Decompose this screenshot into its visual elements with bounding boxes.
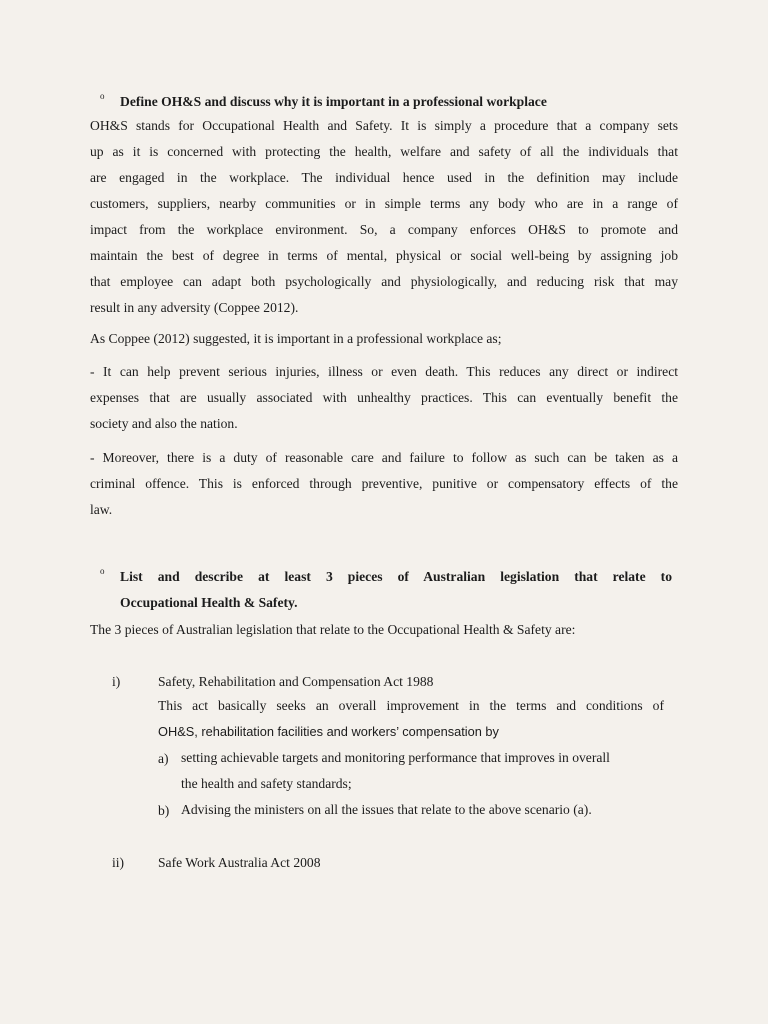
- sub-item-label: b): [158, 803, 170, 818]
- paragraph-line: criminal offence. This is enforced through preventive, punitive or compensatory effects of the: [90, 476, 678, 491]
- paragraph-line: OH&S stands for Occupational Health and Safety. It is simply a procedure that a company sets: [90, 118, 678, 133]
- sub-item-text: [181, 797, 663, 823]
- paragraph-line: society and also the nation.: [90, 416, 238, 431]
- act-description-line: OH&S, rehabilitation facilities and workers’ compensation by: [158, 724, 499, 739]
- paragraph-line: maintain the best of degree in terms of mental, physical or social well-being by assigning job: [90, 248, 678, 263]
- definition-paragraph: [90, 113, 678, 321]
- importance-intro-text: As Coppee (2012) suggested, it is important in a professional workplace as;: [90, 331, 502, 346]
- question-heading-2-line2: Occupational Health & Safety.: [120, 595, 298, 610]
- act-title: Safety, Rehabilitation and Compensation Act 1988: [158, 674, 434, 689]
- bullet-marker: o: [100, 566, 105, 576]
- act-description-line: This act basically seeks an overall improvement in the terms and conditions of: [158, 698, 664, 713]
- legislation-intro-text: The 3 pieces of Australian legislation that relate to the Occupational Health & Safety are:: [90, 622, 576, 637]
- paragraph-line: law.: [90, 502, 113, 517]
- act-numeral: ii): [112, 855, 125, 870]
- sub-item-line: setting achievable targets and monitoring performance that improves in overall: [181, 750, 610, 765]
- paragraph-line: up as it is concerned with protecting the health, welfare and safety of all the individuals that: [90, 144, 678, 159]
- act-description: [158, 693, 664, 745]
- bullet-marker: o: [100, 91, 105, 101]
- paragraph-line: - Moreover, there is a duty of reasonable care and failure to follow as such can be taken as a: [90, 450, 678, 465]
- sub-item-line: Advising the ministers on all the issues that relate to the above scenario (a).: [181, 802, 592, 817]
- paragraph-line: - It can help prevent serious injuries, illness or even death. This reduces any direct or indirect: [90, 364, 678, 379]
- legislation-intro: [90, 617, 678, 643]
- question-heading-2-line1: List and describe at least 3 pieces of Australian legislation that relate to: [120, 569, 672, 584]
- paragraph-line: expenses that are usually associated with unhealthy practices. This can eventually benefit the: [90, 390, 678, 405]
- question-heading-1: [90, 89, 672, 115]
- sub-item-label: a): [158, 751, 169, 766]
- importance-point-1: [90, 359, 678, 437]
- paragraph-line: that employee can adapt both psychologically and physiologically, and reducing risk that may: [90, 274, 678, 289]
- importance-intro: [90, 326, 678, 352]
- sub-item-line: the health and safety standards;: [181, 776, 352, 791]
- sub-item-text: [181, 745, 663, 797]
- question-heading-1-text: Define OH&S and discuss why it is important in a professional workplace: [120, 94, 547, 109]
- paragraph-line: customers, suppliers, nearby communities or in simple terms any body who are in a range of: [90, 196, 678, 211]
- paragraph-line: result in any adversity (Coppee 2012).: [90, 300, 299, 315]
- act-title: Safe Work Australia Act 2008: [158, 855, 321, 870]
- act-numeral: i): [112, 674, 121, 689]
- importance-point-2: [90, 445, 678, 523]
- question-heading-2: [90, 564, 672, 616]
- paragraph-line: are engaged in the workplace. The individual hence used in the definition may include: [90, 170, 678, 185]
- paragraph-line: impact from the workplace environment. So, a company enforces OH&S to promote and: [90, 222, 678, 237]
